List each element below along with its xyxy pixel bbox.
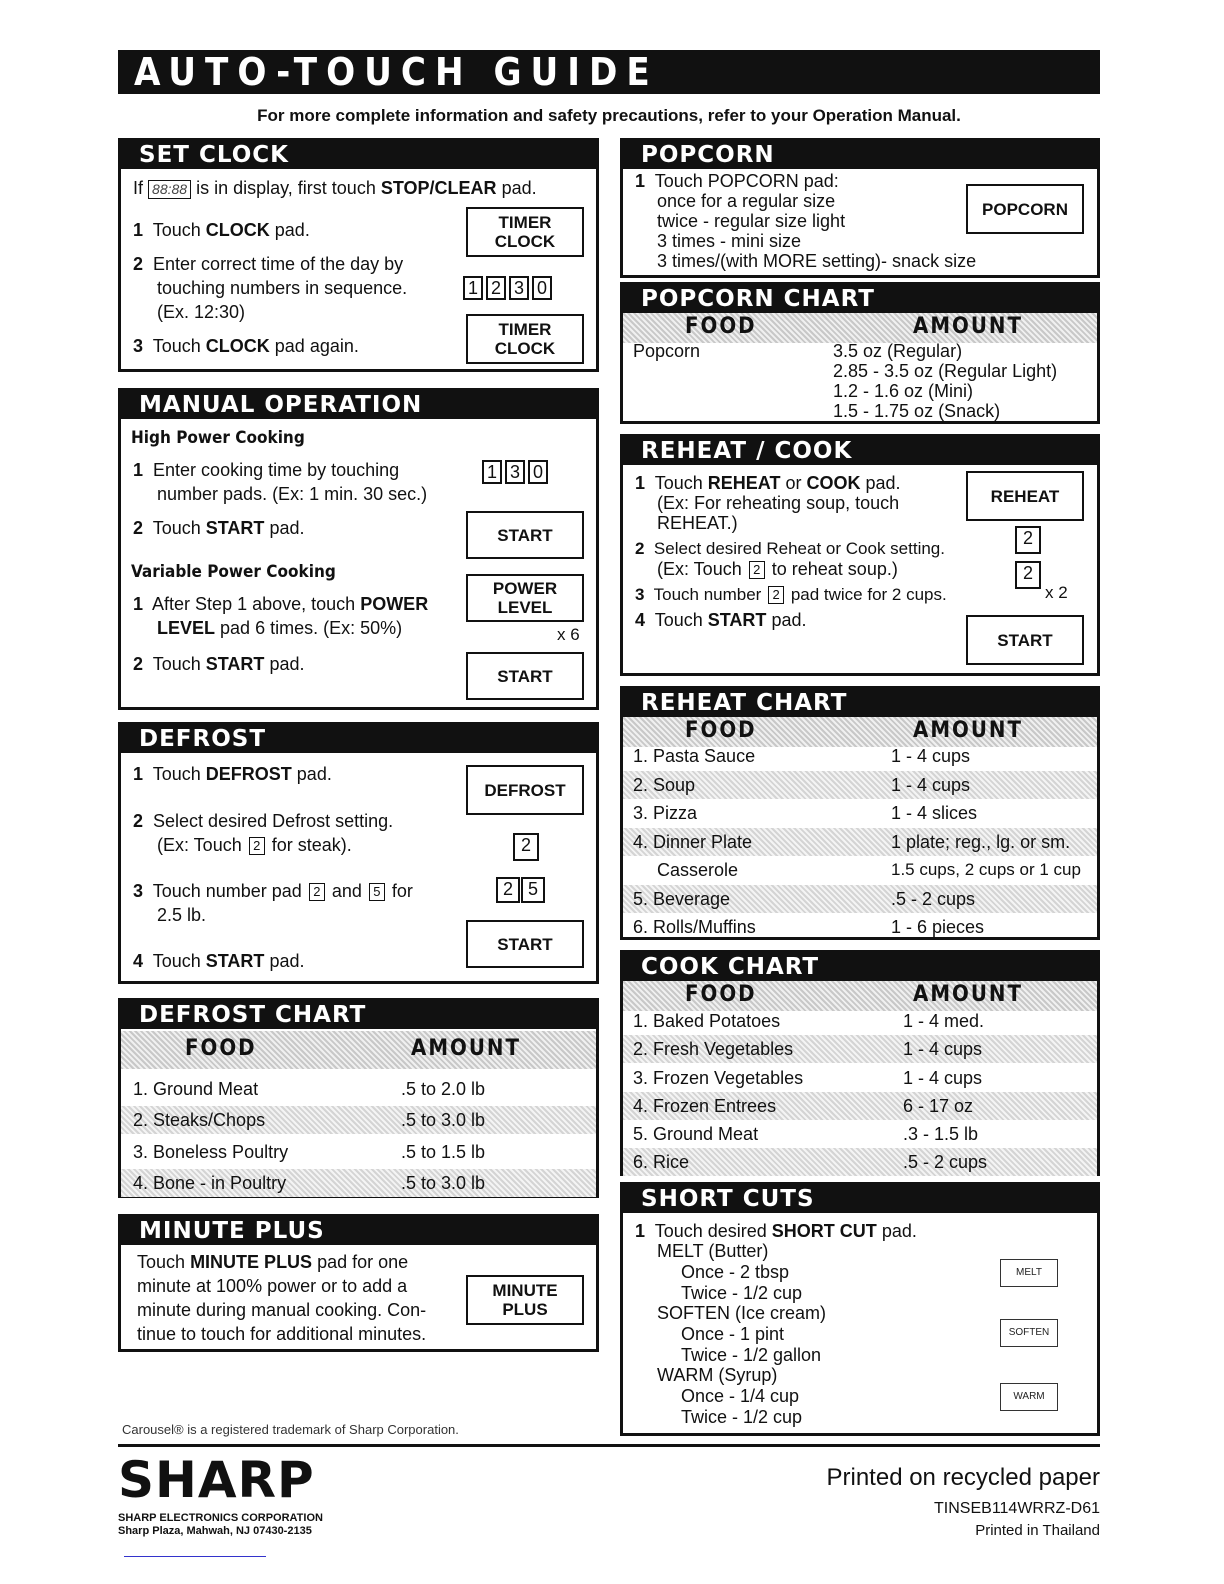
step-text: SOFTEN (Ice cream) xyxy=(657,1303,827,1323)
short-cuts-section xyxy=(620,1182,1100,1436)
manual-operation-header: MANUAL OPERATION xyxy=(121,391,596,419)
short-cuts-header: SHORT CUTS xyxy=(623,1185,1097,1213)
popcorn-step xyxy=(635,171,839,191)
table-row xyxy=(121,1169,596,1197)
amount-cell: 3.5 oz (Regular) xyxy=(833,341,963,361)
number-key[interactable]: 3 xyxy=(505,460,525,484)
food-cell: 1. Baked Potatoes xyxy=(633,1011,781,1031)
step-text: Touch number xyxy=(653,585,762,604)
intro-rest: is in display, first touch xyxy=(196,178,376,198)
table-row xyxy=(623,1148,1097,1176)
step-text: Touch xyxy=(152,654,201,674)
step-bold: REHEAT xyxy=(707,473,781,493)
food-column-label: FOOD xyxy=(685,718,757,743)
set-clock-intro xyxy=(133,177,537,200)
popcorn-chart-header: POPCORN CHART xyxy=(623,285,1097,313)
step-number: 2 xyxy=(133,811,144,831)
step-bold: START xyxy=(707,610,767,630)
food-cell: Popcorn xyxy=(633,341,701,361)
step-text: Twice - 1/2 cup xyxy=(681,1407,803,1427)
step-text: Select desired Defrost setting. xyxy=(153,811,394,831)
amount-cell: .5 to 1.5 lb xyxy=(401,1142,486,1162)
food-cell: Casserole xyxy=(657,860,739,880)
step-text: once for a regular size xyxy=(657,191,836,211)
table-row xyxy=(121,1106,596,1134)
minute-plus-text xyxy=(137,1251,408,1274)
amount-cell: 1 - 4 cups xyxy=(903,1039,983,1059)
food-cell: 4. Frozen Entrees xyxy=(633,1096,777,1116)
step-text: Enter cooking time by touching xyxy=(153,460,400,480)
food-column-label: FOOD xyxy=(185,1036,257,1061)
step-text: (Ex: Touch xyxy=(657,559,742,579)
defrost-step xyxy=(133,810,393,833)
minute-plus-section xyxy=(118,1214,599,1352)
food-cell: 2. Steaks/Chops xyxy=(133,1110,266,1130)
step-text: Touch xyxy=(152,951,201,971)
inline-key: 2 xyxy=(249,837,265,855)
amount-column-label: AMOUNT xyxy=(913,314,1023,339)
step-text: pad. xyxy=(269,654,305,674)
step-number: 2 xyxy=(133,518,144,538)
manual-step xyxy=(133,459,399,482)
minute-plus-button[interactable] xyxy=(466,1275,584,1325)
amount-column-label: AMOUNT xyxy=(411,1036,521,1061)
amount-cell: .3 - 1.5 lb xyxy=(903,1124,979,1144)
table-row xyxy=(623,856,1097,884)
timer-clock-button[interactable] xyxy=(466,314,584,364)
manual-step xyxy=(133,653,305,676)
text: tinue to touch for additional minutes. xyxy=(137,1324,427,1344)
step-number: 2 xyxy=(133,254,144,274)
popcorn-header: POPCORN xyxy=(623,141,1097,169)
soften-button[interactable]: SOFTEN xyxy=(1000,1319,1058,1347)
step-text: Select desired Reheat or Cook setting. xyxy=(653,539,945,558)
step-text: or xyxy=(785,473,802,493)
repeat-count: x 6 xyxy=(557,625,580,644)
step-text: Twice - 1/2 cup xyxy=(681,1283,803,1303)
number-key[interactable]: 0 xyxy=(532,276,552,300)
food-cell: 5. Beverage xyxy=(633,889,731,909)
set-clock-header: SET CLOCK xyxy=(121,141,596,169)
text: Touch xyxy=(137,1252,186,1272)
table-row xyxy=(623,828,1097,856)
number-key[interactable]: 1 xyxy=(482,460,502,484)
number-key[interactable]: 2 xyxy=(496,877,520,903)
manual-step xyxy=(133,593,428,616)
reheat-step xyxy=(635,610,807,630)
step-text: pad. xyxy=(881,1221,917,1241)
reheat-chart-header: REHEAT CHART xyxy=(623,689,1097,717)
step-number: 1 xyxy=(133,594,144,614)
cook-chart-header: COOK CHART xyxy=(623,953,1097,981)
reheat-chart-section xyxy=(620,686,1100,940)
step-text: and xyxy=(331,881,362,901)
food-cell: 6. Rolls/Muffins xyxy=(633,917,756,937)
step-text: pad. xyxy=(771,610,807,630)
cook-chart-section xyxy=(620,950,1100,1176)
amount-column-label: AMOUNT xyxy=(913,982,1023,1007)
step-text: REHEAT.) xyxy=(657,513,738,533)
amount-cell: 1 - 4 cups xyxy=(903,1068,983,1088)
text: minute at 100% power or to add a xyxy=(137,1276,408,1296)
defrost-button[interactable]: DEFROST xyxy=(466,765,584,815)
text: pad for one xyxy=(317,1252,409,1272)
step-text: pad. xyxy=(865,473,901,493)
step-number: 4 xyxy=(635,610,646,630)
food-cell: 2. Soup xyxy=(633,775,696,795)
table-row xyxy=(623,1007,1097,1035)
step-text: pad. xyxy=(269,951,305,971)
step-bold: CLOCK xyxy=(205,220,270,240)
food-cell: 6. Rice xyxy=(633,1152,690,1172)
defrost-step-cont xyxy=(157,834,352,857)
food-cell: 3. Boneless Poultry xyxy=(133,1142,289,1162)
step-text: 2.5 lb. xyxy=(157,905,207,925)
amount-cell: 1 - 4 med. xyxy=(903,1011,985,1031)
set-clock-step-2 xyxy=(133,253,403,276)
link-underline xyxy=(124,1556,266,1557)
defrost-step xyxy=(133,763,332,786)
start-button[interactable]: START xyxy=(466,920,584,968)
step-text: Once - 1 pint xyxy=(681,1324,785,1344)
step-text: MELT (Butter) xyxy=(657,1241,769,1261)
reheat-step xyxy=(635,473,901,493)
number-key[interactable]: 2 xyxy=(513,833,539,861)
sharp-logo: SHARP xyxy=(118,1451,315,1509)
step-text: pad. xyxy=(296,764,332,784)
power-level-button[interactable] xyxy=(466,574,584,622)
step-text: Touch xyxy=(152,518,201,538)
defrost-step xyxy=(133,950,305,973)
step-number: 2 xyxy=(133,654,144,674)
page-title: AUTO-TOUCH GUIDE xyxy=(118,50,1100,94)
recycled-note: Printed on recycled paper xyxy=(826,1464,1100,1491)
step-number: 3 xyxy=(635,585,645,604)
amount-cell: 1.2 - 1.6 oz (Mini) xyxy=(833,381,974,401)
warm-button[interactable]: WARM xyxy=(1000,1383,1058,1411)
reheat-step-cont xyxy=(657,559,898,579)
step-text: for xyxy=(391,881,413,901)
step-number: 1 xyxy=(133,220,144,240)
pad-label: MINUTE xyxy=(492,1281,558,1300)
step-number: 1 xyxy=(635,473,646,493)
step-bold: POWER xyxy=(360,594,429,614)
food-cell: 1. Ground Meat xyxy=(133,1079,259,1099)
step-text: Touch xyxy=(152,764,201,784)
amount-cell: 1 - 4 cups xyxy=(891,746,971,766)
set-clock-step-3 xyxy=(133,335,359,358)
food-cell: 3. Pizza xyxy=(633,803,698,823)
food-cell: 4. Bone - in Poultry xyxy=(133,1173,287,1193)
step-text: number pads. (Ex: 1 min. 30 sec.) xyxy=(157,484,428,504)
step-bold: START xyxy=(205,518,265,538)
pad-label: TIMER xyxy=(498,320,552,339)
food-cell: 3. Frozen Vegetables xyxy=(633,1068,804,1088)
step-text: pad. xyxy=(269,518,305,538)
table-row xyxy=(121,1075,596,1103)
step-bold: CLOCK xyxy=(205,336,270,356)
reheat-cook-header: REHEAT / COOK xyxy=(623,437,1097,465)
number-key[interactable]: 2 xyxy=(1015,526,1041,554)
pad-label: LEVEL xyxy=(497,598,553,617)
step-text: 3 times - mini size xyxy=(657,231,802,251)
step-text: WARM (Syrup) xyxy=(657,1365,778,1385)
amount-cell: .5 to 2.0 lb xyxy=(401,1079,486,1099)
defrost-chart-section xyxy=(118,998,599,1198)
step-text: Touch xyxy=(152,220,201,240)
pad-label: CLOCK xyxy=(494,339,556,358)
reheat-step xyxy=(635,585,947,605)
start-button[interactable]: START xyxy=(466,652,584,700)
amount-cell: .5 to 3.0 lb xyxy=(401,1110,486,1130)
defrost-section xyxy=(118,722,599,984)
popcorn-section xyxy=(620,138,1100,278)
table-row xyxy=(623,799,1097,827)
corp-address: Sharp Plaza, Mahwah, NJ 07430-2135 xyxy=(118,1525,312,1537)
step-text: Touch xyxy=(654,473,703,493)
table-row xyxy=(623,913,1097,941)
step-text: to reheat soup.) xyxy=(771,559,898,579)
step-text: (Ex: Touch xyxy=(157,835,242,855)
number-key[interactable]: 3 xyxy=(509,276,529,300)
inline-key: 2 xyxy=(749,561,765,579)
step-text: pad. xyxy=(274,220,310,240)
amount-cell: 1 - 6 pieces xyxy=(891,917,985,937)
chart-column-header xyxy=(121,1031,596,1069)
step-text: (Ex: For reheating soup, touch xyxy=(657,493,900,513)
amount-cell: 1.5 cups, 2 cups or 1 cup xyxy=(891,860,1081,879)
pad-label: TIMER xyxy=(498,213,552,232)
step-text: pad twice for 2 cups. xyxy=(790,585,947,604)
number-key[interactable]: 0 xyxy=(528,460,548,484)
manual-step-cont xyxy=(157,617,402,640)
display-digits: 88:88 xyxy=(152,181,188,197)
popcorn-button[interactable]: POPCORN xyxy=(966,184,1084,234)
reheat-step xyxy=(635,539,945,559)
table-row xyxy=(623,1092,1097,1120)
step-text: for steak). xyxy=(271,835,352,855)
food-cell: 2. Fresh Vegetables xyxy=(633,1039,794,1059)
reheat-button[interactable]: REHEAT xyxy=(966,471,1084,521)
set-clock-step-1 xyxy=(133,219,310,242)
display-box xyxy=(148,180,191,199)
amount-cell: 1 - 4 slices xyxy=(891,803,978,823)
step-text: Touch xyxy=(654,610,703,630)
manual-operation-section xyxy=(118,388,599,710)
step-bold: START xyxy=(205,951,265,971)
trademark-note: Carousel® is a registered trademark of Sharp Corporation. xyxy=(122,1422,459,1437)
step-text: Touch xyxy=(152,336,201,356)
number-key[interactable]: 2 xyxy=(486,276,506,300)
amount-column-label: AMOUNT xyxy=(913,718,1023,743)
step-text: pad 6 times. (Ex: 50%) xyxy=(220,618,403,638)
high-power-title: High Power Cooking xyxy=(131,428,305,448)
step-text: Touch number pad xyxy=(152,881,302,901)
step-text: pad again. xyxy=(274,336,359,356)
amount-cell: .5 to 3.0 lb xyxy=(401,1173,486,1193)
intro-if: If xyxy=(133,178,144,198)
chart-column-header xyxy=(623,313,1097,343)
step-text: Touch desired xyxy=(654,1221,767,1241)
step-number: 4 xyxy=(133,951,144,971)
amount-cell: 1 plate; reg., lg. or sm. xyxy=(891,832,1071,852)
text: minute during manual cooking. Con- xyxy=(137,1300,427,1320)
food-column-label: FOOD xyxy=(685,314,757,339)
document-code: TINSEB114WRRZ-D61 xyxy=(934,1500,1100,1517)
repeat-count: x 2 xyxy=(1045,583,1068,602)
variable-power-title: Variable Power Cooking xyxy=(131,562,336,582)
defrost-step xyxy=(133,880,413,903)
timer-clock-button[interactable] xyxy=(466,207,584,257)
step-number: 1 xyxy=(133,460,144,480)
step-text: Once - 2 tbsp xyxy=(681,1262,790,1282)
table-row xyxy=(623,1120,1097,1148)
corp-name: SHARP ELECTRONICS CORPORATION xyxy=(118,1512,323,1524)
defrost-chart-header: DEFROST CHART xyxy=(121,1001,596,1029)
amount-cell: 2.85 - 3.5 oz (Regular Light) xyxy=(833,361,1058,381)
step-bold: DEFROST xyxy=(205,764,292,784)
amount-cell: 6 - 17 oz xyxy=(903,1096,974,1116)
step-text: Twice - 1/2 gallon xyxy=(681,1345,822,1365)
step-bold: START xyxy=(205,654,265,674)
food-cell: 1. Pasta Sauce xyxy=(633,746,756,766)
table-row xyxy=(623,771,1097,799)
start-button[interactable]: START xyxy=(466,511,584,559)
popcorn-chart-section xyxy=(620,282,1100,424)
short-cuts-step xyxy=(635,1221,917,1241)
intro-end: pad. xyxy=(501,178,537,198)
number-key[interactable]: 5 xyxy=(521,877,545,903)
step-bold: LEVEL xyxy=(157,618,216,638)
defrost-header: DEFROST xyxy=(121,725,596,753)
amount-cell: 1 - 4 cups xyxy=(891,775,971,795)
step-text: twice - regular size light xyxy=(657,211,846,231)
number-key[interactable]: 1 xyxy=(463,276,483,300)
number-key[interactable]: 2 xyxy=(1015,561,1041,589)
amount-cell: .5 - 2 cups xyxy=(903,1152,988,1172)
table-row xyxy=(623,885,1097,913)
step-text: After Step 1 above, touch xyxy=(152,594,356,614)
footer-divider xyxy=(118,1444,1100,1447)
printed-country: Printed in Thailand xyxy=(975,1522,1100,1539)
pad-label: PLUS xyxy=(502,1300,548,1319)
pad-label: CLOCK xyxy=(494,232,556,251)
table-row xyxy=(623,1064,1097,1092)
inline-key: 5 xyxy=(369,883,385,901)
reheat-cook-section xyxy=(620,434,1100,676)
pad-label: POWER xyxy=(492,579,558,598)
amount-cell: 1.5 - 1.75 oz (Snack) xyxy=(833,401,1001,421)
step-number: 2 xyxy=(635,539,645,558)
set-clock-section xyxy=(118,138,599,372)
melt-button[interactable]: MELT xyxy=(1000,1259,1058,1287)
step-text: touching numbers in sequence. xyxy=(157,278,408,298)
food-cell: 4. Dinner Plate xyxy=(633,832,753,852)
table-row xyxy=(623,742,1097,770)
step-number: 1 xyxy=(133,764,144,784)
intro-pad: STOP/CLEAR xyxy=(380,178,497,198)
start-button[interactable]: START xyxy=(966,615,1084,665)
amount-cell: .5 - 2 cups xyxy=(891,889,976,909)
step-text: Enter correct time of the day by xyxy=(153,254,404,274)
text-bold: MINUTE PLUS xyxy=(190,1252,313,1272)
minute-plus-header: MINUTE PLUS xyxy=(121,1217,596,1245)
step-number: 1 xyxy=(635,1221,646,1241)
manual-step xyxy=(133,517,305,540)
step-text: Touch POPCORN pad: xyxy=(654,171,839,191)
food-column-label: FOOD xyxy=(685,982,757,1007)
step-number: 3 xyxy=(133,336,144,356)
table-row xyxy=(623,1035,1097,1063)
subtitle: For more complete information and safety precautions, refer to your Operation Manual. xyxy=(257,106,961,125)
step-number: 1 xyxy=(635,171,646,191)
table-row xyxy=(121,1138,596,1166)
step-text: (Ex. 12:30) xyxy=(157,302,246,322)
step-bold: SHORT CUT xyxy=(771,1221,877,1241)
food-cell: 5. Ground Meat xyxy=(633,1124,759,1144)
step-bold: COOK xyxy=(806,473,861,493)
step-number: 3 xyxy=(133,881,144,901)
inline-key: 2 xyxy=(309,883,325,901)
step-text: 3 times/(with MORE setting)- snack size xyxy=(657,251,977,271)
inline-key: 2 xyxy=(768,586,784,604)
step-text: Once - 1/4 cup xyxy=(681,1386,800,1406)
